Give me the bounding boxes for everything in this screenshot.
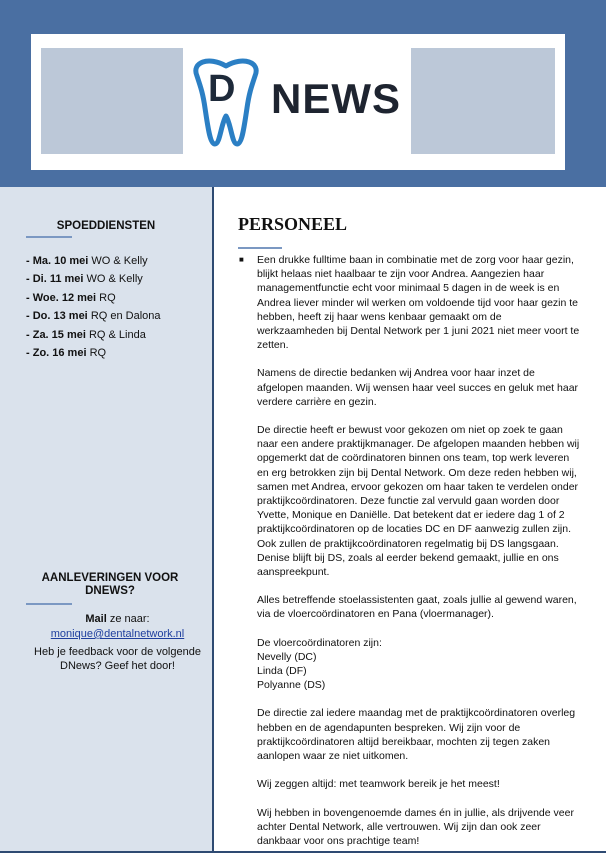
aanleveringen-rule (26, 603, 72, 605)
logo-frame (31, 34, 565, 170)
paragraph: De vloercoördinatoren zijn: (257, 636, 382, 649)
spoeddiensten-title: SPOEDDIENSTEN (56, 220, 156, 232)
paragraph: Namens de directie bedanken wij Andrea voor haar inzet de afgelopen maanden. Wij wensen haar veel succes en geluk met haar verdere carrière en gezin. (257, 367, 579, 408)
coordinator-item: Polyanne (DS) (257, 679, 326, 692)
newsletter-header (0, 0, 606, 187)
logo-word: NEWS (271, 75, 401, 122)
logo-band (41, 48, 555, 154)
paragraph: Wij hebben in bovengenoemde dames én in jullie, als drijvende veer achter Dental Network, alle vertrouwen. Wij zijn dan ook zeer dankbaar voor ons prachtige team! (257, 806, 574, 847)
coordinator-item: Nevelly (DC) (257, 650, 317, 663)
email-link-row (30, 627, 205, 641)
aanleveringen-title: AANLEVERINGEN VOOR DNEWS? (41, 572, 179, 597)
paragraph: De directie zal iedere maandag met de praktijkcoördinatoren overleg hebben en de agendapunten bespreken. Wij zijn voor de praktijkcoördinatoren altijd bereikbaar, mochten zij tegen zaken aanlopen waar ze niet uitkomen. (257, 707, 576, 763)
schedule-item: - Di. 11 mei WO & Kelly (26, 273, 143, 286)
section-title: PERSONEEL (238, 214, 348, 234)
spoeddiensten-rule (26, 236, 72, 238)
schedule-list (26, 252, 161, 362)
schedule-item: - Zo. 16 mei RQ (26, 347, 107, 360)
main-content (238, 214, 583, 235)
paragraph: Wij zeggen altijd: met teamwork bereik je het meest! (257, 778, 500, 791)
email-link[interactable]: monique@dentalnetwork.nl (50, 628, 185, 640)
paragraph: Alles betreffende stoelassistenten gaat, zoals jullie al gewend waren, via de vloercoördinatoren en Pana (vloermanager). (257, 594, 577, 621)
article-body (239, 253, 580, 862)
section-title-rule (238, 247, 282, 249)
schedule-item: - Do. 13 mei RQ en Dalona (26, 310, 161, 323)
paragraph: De directie heeft er bewust voor gekozen om niet op zoek te gaan naar een andere praktijkmanager. De afgelopen maanden hebben wij opgemerkt dat de coördinatoren binnen ons team, top werk leveren en erg betrokken zijn bij Dental Network. Om deze reden hebben wij, samen met Andrea, ervoor gekozen om haar taken te verdelen onder praktijkcoördinatoren. Deze functie zal vervuld gaan worden door Yvette, Monique en Daniëlle. Dat betekent dat er iedere dag 1 of 2 praktijkcoördinatoren op de locaties DC en DF aanwezig zullen zijn. Ook zullen de praktijkcoördinatoren regelmatig bij DS langsgaan. Denise blijft bij DS, zoals al eerder bekend gemaakt, jullie en ons aanspreekpunt. (257, 424, 580, 579)
bullet-icon: ■ (239, 255, 244, 264)
dnews-logo (183, 48, 411, 154)
paragraph: Een drukke fulltime baan in combinatie met de zorg voor haar gezin, blijkt helaas niet haalbaar te zijn voor Andrea. Aangezien haar managementfunctie echt voor minimaal 5 dagen in de week is en Andrea liever minder wil werken om voldoende tijd voor haar gezin te hebben, heeft zij haar wens kenbaar gemaakt om de werkzaamheden bij Dental Network per 1 juni 2021 niet meer voort te zetten. (257, 254, 580, 352)
schedule-item: - Ma. 10 mei WO & Kelly (26, 255, 148, 267)
logo-letter: D (208, 68, 236, 110)
schedule-item: - Za. 15 mei RQ & Linda (26, 328, 146, 341)
feedback-text: Heb je feedback voor de volgende DNews? Geef het door! (34, 646, 201, 672)
mail-line: Mail ze naar: (85, 613, 150, 625)
coordinator-item: Linda (DF) (257, 665, 307, 678)
schedule-item: - Woe. 12 mei RQ (26, 291, 116, 304)
